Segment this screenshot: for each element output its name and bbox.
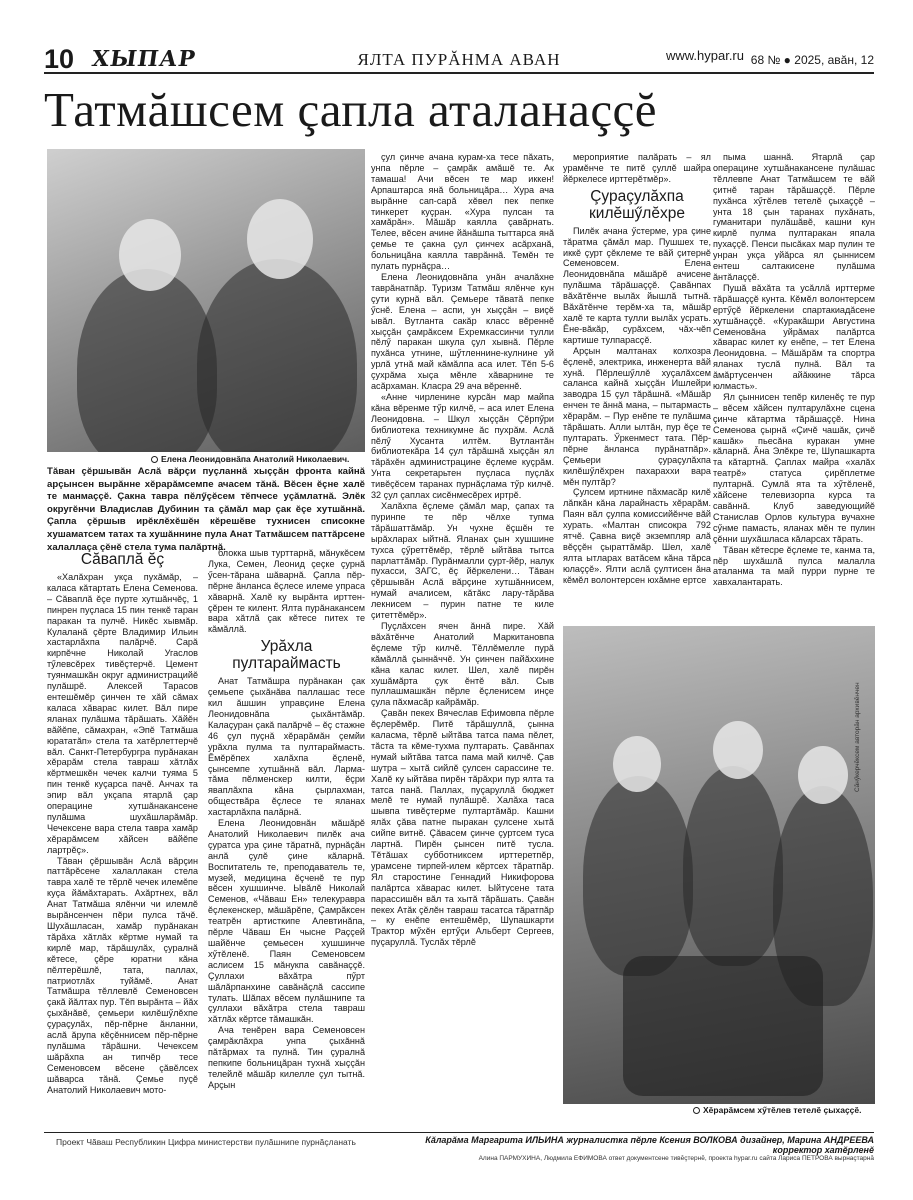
subheading-kilesu: Çураçулăхпа килĕшӳлĕхре (589, 187, 685, 222)
paragraph: Пушă вăхăта та усăллă ирттерме тăрăшаççĕ кунта. Кĕмĕл волонтерсем ертӳçĕ йĕркелени спартакиадăсене хутшăнаççĕ. «Куракăшри Августина Семеновăна уйрăмах палăртса хăварас килет ку енĕпе, – тет Елена Леонидовна. – Мăшăрăм та спортра яланах туслă пулнă. Вăл та ăмăртусенчен айăккине тăрса юлмасть». (713, 282, 875, 392)
photo2-caption-text: Хĕрарăмсем хӳтĕлев тетелĕ çыхаççĕ. (703, 1105, 862, 1115)
paragraph: Пилĕк ачана ӳстерме, ура çине тăратма çăмăл мар. Пушшех те, иккĕ çурт çĕклеме те вăй çитернĕ Семеновсем. Елена Леонидовнăпа мăшăрĕ ачисене пулăшма тăрăшаççĕ. Çавăнпах вăхăтĕнче вылăх йышлă тытнă. Вăхăтĕнче терĕм-ха та, мăшăр халĕ те карта тулли вылăх усрать. Ĕне-вăкăр, сурăхсем, чăх-чĕп картише тулпарасçĕ. (563, 225, 711, 345)
paragraph: Елена Леонидовнăн мăшăрĕ Анатолий Николаевич пилĕк ача çуратса ура çине тăратнă, пурнăçăн анлă çулĕ çине кăларнă. Воспитатель те, преподаватель те, музей, медицина ĕçченĕ те пур вĕсен хушшинче. Ывăлĕ Николай Семенов, «Чăваш Ен» телекуравра ĕçлекенскер, мăшăрĕпе, Çамрăксен театрĕн артисткипе Алевтинăпа, пĕрле Чăваш Ен чысне Раççей шайĕнче çемьесен хушшинче хӳтĕленĕ. Паян Семеновсем аслисем 15 мăнукпа савăнаççĕ. Çуллахи вăхăтра пӳрт шăлăрпанхине савăнăçлă сассипе тулать. Шăпах вĕсем пулăшнипе та çуллахи вăхăтра стела тавраш хăтлăх кĕртсе тăмашкăн. (208, 818, 365, 1025)
subheading-sawapla: Сăваплă ĕç (80, 551, 165, 568)
paragraph: блокка шыв турттарнă, мăнукĕсем Лука, Семен, Леонид çеçке çурнă ӳсен-тăрана шăварнă. Çапла пĕр-пĕрне ăнланса ĕçлесе илеме упраса хăварнă. Халĕ ку вырăнта ирттен-çĕрен те килент. Ялта пурăнакансем вара хăтлă çак кĕтесе питех те кăмăллă. (208, 548, 365, 635)
women-knitting-photo (563, 626, 875, 1104)
paragraph: пыма шаннă. Ятарлă çар операцине хутшăнакансене пулăшас тĕллевпе Анат Татмăшсем те вăй çитнĕ таран тăрăшаççĕ. Пĕрле пухăнса хӳтĕлев тетелĕ çыхаççĕ – унта 18 çын таранах пухăнать, гуманитари пулăшăвĕ, кашни кун кирлĕ пулма пултаракан япала пухаççĕ. Пенси пысăках мар пулин те унран укçа уйăрса ял çыннисем ентеш салтакисене пулăшма ăнтăлаççĕ. (713, 152, 875, 282)
paragraph: «Анне чирленине курсăн мар майпа кăна вĕренме тӳр килчĕ, – аса илет Елена Леонидовна. – Шкул хыççăн Çĕрпӳри библиотека техникумне ăс пухрăм. Аслă пĕлӳ Хусанта илтĕм. Вутлантăн библиотекăра 14 çул тăрăшнă хыççăн ял тăрăхĕн администрацине ĕçлеме куçрăм. Унта секретарьтен пуçласа пуçлăх тивĕçĕсем таранах пурнăçлама тӳр килчĕ. 32 çул çаплах сисĕнмесĕрех иртрĕ. (371, 391, 554, 501)
paragraph: Ял çыннисен тепĕр киленĕç те пур – вĕсем хăйсен пултарулăхне сцена çинче кăтартма тăрăшаççĕ. Нина Семенова çырнă «Çичĕ чашăк, çичĕ кашăк» пьесăна куракан умне кăларнă. Ăна Элĕкре те, Шупашкарта та кăтартнă. Çаплах майра «халăх театрĕ» статуса çирĕплетме пултарнă. Сумлă ята та хӳтĕленĕ, хăйсене телевизорпа курса та савăннă. Клуб заведующийĕ Станислав Орлов культура вучахне сӳнме памасть, яланах мĕн те пулин çĕнни шухăшласа кăларсах тăрать. (713, 391, 875, 544)
paragraph: Пуçлăхсен ячен ăннă пире. Хăй вăхăтĕнче Анатолий Маркитановпа ĕçлеме тӳр килчĕ. Тĕллĕмелле пурă кăмăллă çыннăччĕ. Ун çинчен пайăххине кăна калас килет. Шел, халĕ пирĕн хушăмăрта çук ĕнтĕ вăл. Сыв пуллашмашкăн пĕрле ĕçленисем инçе çула пăхмасăр кайрăмăр. (371, 620, 554, 708)
paragraph: Арçын малтанах колхозра ĕçленĕ, электрика, инженерта вăй хунă. Пĕрлешӳллĕ хуçалăхсем саланса кайнă хыççăн Ишлейри заводра 15 çул тăрăшнă. «Мăшăр енчен те ăннă мана, – пытармасть хĕрарăм. – Пур енĕпе те пулăшма тăрăшать. Алли ылтăн, пур ĕçе те пултарать. Ӳркенмест тата. Пĕр-пĕрне ăнланса пурăнатпăр». Çемьери çураçулăхпа килĕшӳлĕхрен пахараххи вара мĕн пултăр? (563, 345, 711, 487)
photo2-caption (690, 1104, 865, 1116)
paragraph: «Халăхран укçа пухăмăр, – каласа кăтартать Елена Семенова. – Сăваплă ĕçе пурте хутшăнчĕç, 1 пинрен пуçласа 15 пин тенкĕ таран паракан та пулчĕ. Никĕс хывмăр. Кулаланă çĕрте Владимир Ильин хастарлăхпа палăрчĕ. Сарă кирпĕчне Николай Угаслов тӳлевсĕрех тивĕçтерчĕ. Цемент туянмашкăн округ администрацийĕ пулăшрĕ. Алексей Тарасов ентешĕмĕр çинчен те хăй сăмах каласа хăварас килет. Вăл пире яланах пулăшма тăрăшать. Хăйĕн вăйĕпе, сăмахран, «Эпĕ Татмăша юрататăп» стела та хатĕрлеттерчĕ вăл. Санкт-Петербургра пурăнакан хĕрарăм стела тавраш хăтлăх кĕртмешкĕн чечек калчи туяма 5 пин тенкĕ куçарса пачĕ. Анчах та эпир вăл укçапа ятарлă çар операцине хутшăнакансене пулăшма шухăшларăмăр. Чечексене вара стела тавра хамăр хĕрарăмсем хăйсен вăйĕпе лартрĕç». (47, 572, 198, 855)
credits-line-1: Кăларăма Маргарита ИЛЬИНА журналистка пĕрле Ксения ВОЛКОВА дизайнер, Марина АНДРЕЕВА корректор хатĕрленĕ (425, 1135, 874, 1155)
photo1-caption (148, 453, 352, 465)
section-title: ЯЛТА ПУРĂНМА АВАН (357, 50, 561, 69)
photo1-caption-text: Елена Леонидовнăпа Анатолий Николаевич. (161, 454, 350, 464)
paragraph: Тăван кĕтесре ĕçлеме те, канма та, пĕр шухăшлă пулса малалла аталанма та май пурри пурне те хавхалантарать. (713, 544, 875, 588)
text-column-1 (47, 548, 198, 1128)
issue-info: 68 № ● 2025, авăн, 12 (750, 53, 874, 67)
paragraph: мероприятие палăрать – ял урамĕнче те питĕ çуллĕ шайра йĕркелесе ирттерĕтмĕр». (563, 152, 711, 184)
paragraph: çул çинче ачана курам-ха тесе пăхать, унпа пĕрле – çамрăк амăшĕ те. Ак тамаша! Ачи вĕсен те мар иккен! Арпаштарса янă больницăра… Хура ача вырăнне сап-сарă хĕвел пек пепке тинкерет куçран. «Хура пулсан та хамăрăн». Мăшăр каялла çавăрнать. Телее, вĕсен ачине йăнăшпа тыттарса янă çемье те çакна çул çинчех асăрханă, больницăна каялла таврăннă. Темĕн те пулать пурнăçра… (371, 152, 554, 272)
paragraph: Елена Леонидовнăпа унăн ачалăхне таврăнатпăр. Туризм Татмăш ялĕнче кун çути курнă вăл. Çемьере тăватă пепке ӳснĕ. Елена – аспи, ун хыççăн – виçĕ ывăл. Вутланта сакăр класс вĕреннĕ хыççăн çамрăксем Ехремкассинчи тулли пĕлӳ паракан шкула çул хывнă. Пĕрле пухăнса утнине, шӳтленнине-кулнине уй урлă утнă май кăмăлпа аса илет. Тĕп 5-6 çухрăма хыçа мĕнле хăварнине те асăрхаман. Класра 29 ача вĕреннĕ. (371, 271, 554, 392)
couple-photo (47, 149, 365, 452)
header-meta (665, 48, 874, 70)
text-column-3 (371, 152, 554, 1128)
paragraph: Çулсем иртнине пăхмасăр килĕ лăпкăн кăна ларайнасть хĕрарăм. Паян вăл çулпа комиссийĕнче вăй хурать. «Малтан списокра 792 ятчĕ. Çавна виçĕ экземпляр алă вĕççĕн çыраттăмăр. Шел, халĕ ялта ытларах ватăсем кăна тăрса юлаççĕ». Ялти аслă çултисен ăна кĕмĕл волонтерсен юхăмне ертсе (563, 487, 711, 585)
article-lead: Тăван çĕршывăн Аслă вăрçи пуçланнă хыççăн фронта кайнă арçынсен вырăнне хĕрарăмсемпе ачасем тăнă. Вĕсен ĕçне халĕ те манмаççĕ. Çакна тавра пĕлӳçĕсем тĕпчесе уçăмлатнă. Элĕк округĕнчи Владислав Дубинин та çăмăл мар çак ĕçе хутшăннă. Çапла çĕршыв ирĕклĕхĕшĕн кĕрешĕве тухнисен списокне хушаматсем татах та хушăннине пула Анат Татмăшсем паттăрсене халаллаçа çĕнĕ стела тума палăртнă. (47, 466, 365, 553)
site-url[interactable]: www.hypar.ru (665, 48, 744, 63)
article-headline: Татмăшсем çапла аталанаççĕ (44, 82, 658, 137)
page-footer (44, 1132, 874, 1162)
caption-bullet-icon (693, 1107, 700, 1114)
paragraph: Тăван çĕршывăн Аслă вăрçин паттăрĕсене халаллакан стела тавра халĕ те тĕрлĕ чечек илемĕпе куçа йăмăхтарать. Ахăртнех, вăл Анат Татмăша ялĕнчи чи илемлĕ вырăнсенчен пĕри пулса тăчĕ. Шухăшласан, хамăр пурăнакан тăрăха хăтлăх кĕртме нумай та кирлĕ мар, тăрăшулăх, çуралнă кĕтесе, çĕре юратни кăна пĕлтерĕшлĕ, тата, паллах, патриотлăх туйăмĕ. Анат Татмăшра тĕллевлĕ Семеновсен çакă йăлтах пур. Тĕп вырăнта – йăх çыхăнăвĕ, çемьери килĕшӳлĕхпе çураçулăх, пĕр-пĕрне ăнланни, аслă ăрупа кĕçĕннисем пĕр-пĕрне пулăшма тăрăшни. Чечексем шăрăхпа ан типчĕр тесе Семеновсем вĕсене çăвĕлсех шăварса тăнă. Çемье пуçĕ Анатолий Николаевич мото- (47, 855, 198, 1095)
text-column-5 (713, 152, 875, 620)
newspaper-logo: ХЫПАР (90, 46, 198, 72)
text-column-4 (563, 152, 711, 620)
subheading-urakhla: Урăхла пултараймасть (232, 638, 341, 673)
paragraph: Анат Татмăшра пурăнакан çак çемьепе çыхăнăва паллашас тесе кил ăшшин управçине Елена Леонидовнăпа çыхăнтăмăр. Калаçуран çакă палăрчĕ – ĕç стажне 46 çул пуçнă хĕрарăмăн çемйи урăхла пулма та пултараймасть. Ĕмĕрĕпех халăхпа ĕçленĕ, çынсемпе хутшăннă вăл. Ларма-тăма пĕлменскер килти, ĕçри яваплăхпа кăна çырлахман, обществăра ĕçлесе те яланах хастарлăхпа палăрнă. (208, 676, 365, 818)
credits (374, 1135, 874, 1162)
photo-credit: Сăнӳкерчĕксем авторăн архивĕнчен (854, 682, 861, 792)
page-header (44, 44, 874, 74)
paragraph: Ача тенĕрен вара Семеновсен çамрăклăхра унпа çыхăннă пăтăрмах та пулнă. Тин çуралнă пепкипе больницăран тухнă хыççăн телейлĕ мăшăр килелле çул тытнă. Арçын (208, 1025, 365, 1090)
paragraph: Халăхпа ĕçлеме çăмăл мар, çапах та пуринпе те пĕр чĕлхе тупма тăрăшаттăмăр. Ун чухне ĕçшĕн те ырăхларах ыйтнă. Яланах çын хушшине тухса çӳреттĕмĕр, тĕрлĕ ыйтăва тытса парлаттăмăр. Пурăнмалли çурт-йĕр, налук пухасси, ЗАГС, ĕç йĕркелени… Тăван çĕршывăн Аслă вăрçине хутшăннисем, нумай ачалисем, кăтăкс лару-тăрăва лекнисем – пурин патне те киле çитеттĕмĕр». (371, 501, 554, 621)
page-number: 10 (44, 44, 75, 74)
text-column-2 (208, 548, 365, 1128)
project-note: Проект Чăваш Республикин Цифра министерстви пулăшнипе пурнăçланать (56, 1137, 356, 1147)
credits-line-2: Алина ПАРМУХИНА, Людмила ЕФИМОВА ответ документсене тивĕçтернĕ, проекта hypar.ru сайта Лариса ПЕТРОВА вырнаçтарнă (478, 1155, 874, 1162)
caption-bullet-icon (151, 456, 158, 463)
paragraph: Çавăн пекех Вячеслав Ефимовпа пĕрле ĕçлерĕмĕр. Питĕ тăрăшуллă, çынна каласма, тĕрлĕ ыйтăва татса пама пĕлет, тăста та кĕме-тухма пултарать. Çавăнпах нумай ыйтăва татса пама май килчĕ. Çав шутра – хытă сийлĕ çулсен сарассине те. Халĕ ку ыйтăва пирĕн тăрăхри пур ялта та татса панă. Паллах, пуçаруллă бюджет мелĕ те нумай пулăшрĕ. Халăха таса шывпа тивĕçтерме пултартăмăр. Кашни ялăх çăва патне пыракан çулсене хытă сийпе витнĕ. Çăвасем çинче çуртсем туса лартнă. Пирĕн çынсен питĕ тусла. Тĕтăшах субботниксем ирттеретпĕр, урамсене тирпей-илем кĕртсех тăратпăр. Ял старостине Геннадий Никифорова палăртса хăварас килет. Ыйтусене тата парассишĕн вăл та хытă тăрăшать. Çавăн пекех Атăк çĕлĕн тавраш тасатса тăратпăр – ку енĕпе ентешĕмĕр, Шупашкарти Трактор мӳхĕн ертӳçи Альберт Сергеев, пуçаруллă. Туслăх тĕрлĕ (371, 708, 554, 948)
